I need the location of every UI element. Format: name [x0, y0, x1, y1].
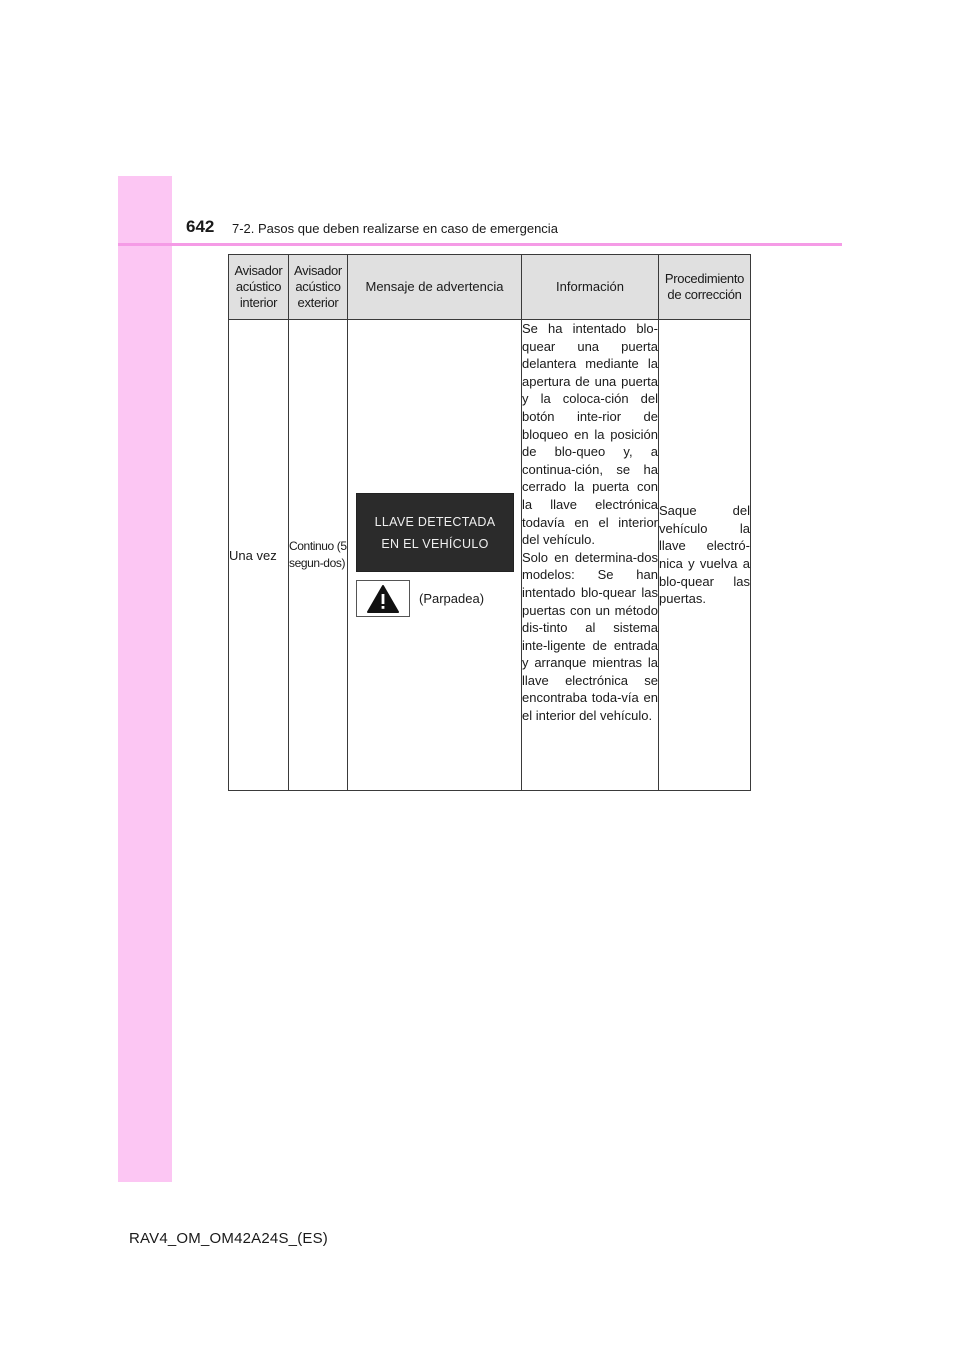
blink-note: (Parpadea) — [419, 591, 485, 606]
table-header-row — [229, 255, 751, 320]
warning-message-cell — [348, 320, 522, 791]
display-message — [356, 493, 514, 572]
exterior-buzzer-cell: Continuo (5 segun-dos) — [289, 320, 348, 791]
side-color-band — [118, 176, 172, 1182]
col-header-correction: Procedimiento de corrección — [659, 255, 751, 320]
display-line-1: LLAVE DETECTADA — [374, 514, 496, 529]
col-header-information: Información — [522, 255, 659, 320]
document-code: RAV4_OM_OM42A24S_(ES) — [129, 1230, 329, 1247]
col-header-interior-buzzer: Avisador acústico interior — [229, 255, 289, 320]
warning-table — [228, 254, 751, 791]
table-row — [229, 320, 751, 791]
section-title: 7-2. Pasos que deben realizarse en caso de emergencia — [232, 221, 558, 236]
information-cell — [522, 320, 659, 791]
page-number: 642 — [186, 217, 215, 236]
col-header-exterior-buzzer: Avisador acústico exterior — [289, 255, 348, 320]
display-line-2: EN EL VEHÍCULO — [381, 536, 489, 551]
col-header-warning-message: Mensaje de advertencia — [348, 255, 522, 320]
header-rule — [118, 243, 842, 246]
warning-triangle-icon — [356, 580, 410, 617]
information-extra-text: Solo en determina-dos modelos: Se han intentado blo-quear las puertas con un método dis-tinto al sistema inte-ligente de entrada y arranque mientras la llave electrónica se encontraba toda-vía en el interior del vehículo. — [522, 549, 658, 724]
interior-buzzer-cell: Una vez — [229, 320, 289, 791]
correction-cell: Saque del vehículo la llave electró-nica y vuelva a blo-quear las puertas. — [659, 320, 751, 791]
information-text: Se ha intentado blo-quear una puerta delantera mediante la apertura de una puerta y la coloca-ción del botón inte-rior de bloqueo en la posición de blo-queo y, a continua-ción, se ha cerrado la puerta con la llave electrónica todavía en el interior del vehículo. — [522, 321, 658, 548]
